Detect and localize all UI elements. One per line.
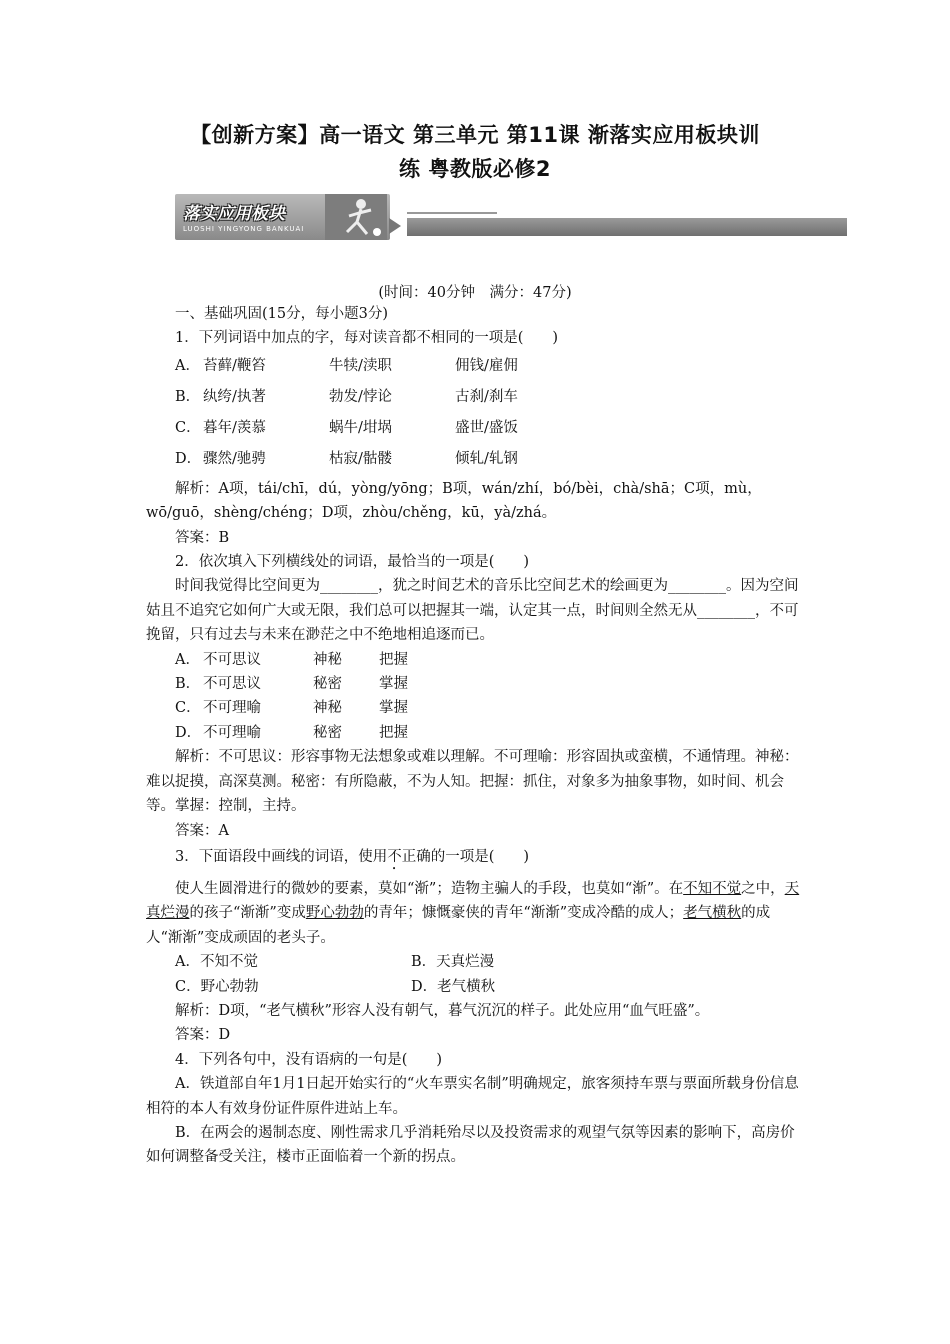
q2-option-b: B． 不可思议 秘密 掌握	[175, 676, 408, 693]
q2-passage: 时间我觉得比空间更为________，犹之时间艺术的音乐比空间艺术的绘画更为________。因为空间姑且不追究它如何广大或无限，我们总可以把握其一端，认定其一点，时间则全然无从________，不可挽留，只有过去与未来在渺茫之中不绝地相追逐而已。	[146, 578, 799, 644]
banner-title: 落实应用板块	[183, 204, 285, 224]
underlined-term-4: 老气横秋	[683, 905, 742, 922]
question-content	[146, 302, 806, 1170]
q2-stem: 2．依次填入下列横线处的词语，最恰当的一项是( )	[175, 554, 530, 571]
q3-passage: 使人生圆滑进行的微妙的要素，莫如“渐”；造物主骗人的手段，也莫如“渐”。在不知不觉之中，天真烂漫的孩子“渐渐”变成野心勃勃的青年；慷慨豪侠的青年“渐渐”变成冷酷的成人；老气横秋的成人“渐渐”变成顽固的老头子。	[146, 880, 800, 946]
banner-badge	[175, 194, 390, 240]
q1-option-c: C． 暮年/羡慕 蜗牛/坩埚 盛世/盛饭	[175, 420, 518, 437]
athlete-illustration-icon	[325, 194, 387, 240]
q1-analysis: 解析：A项，tái/chī，dú，yòng/yōng；B项，wán/zhí，bó/bèi，chà/shā；C项，mù，wō/guō，shèng/chéng；D项，zhòu/chěng，kū，yà/zhá。	[146, 480, 762, 522]
q2-analysis: 解析：不可思议：形容事物无法想象或难以理解。不可理喻：形容固执或蛮横，不通情理。神秘：难以捉摸，高深莫测。秘密：有所隐蔽，不为人知。把握：抓住，对象多为抽象事物，如时间、机会等。掌握：控制，主持。	[146, 749, 799, 815]
q1-option-d: D． 骤然/驰骋 枯寂/骷髅 倾轧/轧钢	[175, 451, 518, 468]
time-and-score: (时间：40分钟 满分：47分)	[378, 285, 572, 301]
q4-option-b: B．在两会的遏制态度、刚性需求几乎消耗殆尽以及投资需求的观望气氛等因素的影响下，高房价如何调整备受关注，楼市正面临着一个新的拐点。	[146, 1124, 795, 1166]
q4-option-a: A．铁道部自年1月1日起开始实行的“火车票实名制”明确规定，旅客须持车票与票面所载身份信息相符的本人有效身份证件原件进站上车。	[146, 1076, 799, 1117]
banner-slogan: 基础练巩固课内知识 能力练提升综合素养	[580, 251, 829, 266]
q3-stem: 3．下面语段中画线的词语，使用不正确的一项是( )	[175, 848, 530, 865]
underlined-term-2: 天真烂漫	[146, 880, 800, 922]
q3-options-row-1: A．不知不觉 B．天真烂漫	[175, 954, 495, 971]
q1-answer: 答案：B	[175, 529, 230, 546]
banner-divider	[407, 212, 497, 214]
q3-analysis: 解析：D项，“老气横秋”形容人没有朝气，暮气沉沉的样子。此处应用“血气旺盛”。	[175, 1002, 710, 1019]
emphasis-dot-char: 不	[387, 848, 402, 865]
section-banner	[175, 190, 847, 266]
q4-stem: 4．下列各句中，没有语病的一句是( )	[175, 1051, 443, 1068]
underlined-term-1: 不知不觉	[683, 880, 742, 897]
underlined-term-3: 野心勃勃	[305, 905, 364, 922]
q1-option-b: B． 纨绔/执著 勃发/悖论 古刹/刹车	[175, 389, 518, 406]
title-line-2: 练 粤教版必修2	[399, 157, 551, 181]
banner-slogan-bar	[407, 218, 847, 266]
banner-arrow-icon	[389, 218, 401, 234]
q2-option-a: A． 不可思议 神秘 把握	[175, 651, 408, 668]
section-heading: 一、基础巩固(15分，每小题3分)	[175, 306, 388, 322]
q3-answer: 答案：D	[175, 1027, 231, 1044]
banner-pinyin: LUOSHI YINGYONG BANKUAI	[183, 225, 305, 233]
q1-stem: 1．下列词语中加点的字，每对读音都不相同的一项是( )	[175, 330, 559, 347]
q2-option-d: D． 不可理喻 秘密 把握	[175, 724, 408, 741]
q3-options-row-2: C．野心勃勃 D．老气横秋	[175, 978, 496, 995]
q2-option-c: C． 不可理喻 神秘 掌握	[175, 700, 408, 717]
q1-option-a: A． 苔藓/鞭笞 牛犊/渎职 佣钱/雇佣	[175, 358, 518, 375]
q2-answer: 答案：A	[175, 822, 229, 839]
title-line-1: 【创新方案】高一语文 第三单元 第11课 渐落实应用板块训	[190, 123, 760, 147]
document-title	[120, 118, 830, 186]
